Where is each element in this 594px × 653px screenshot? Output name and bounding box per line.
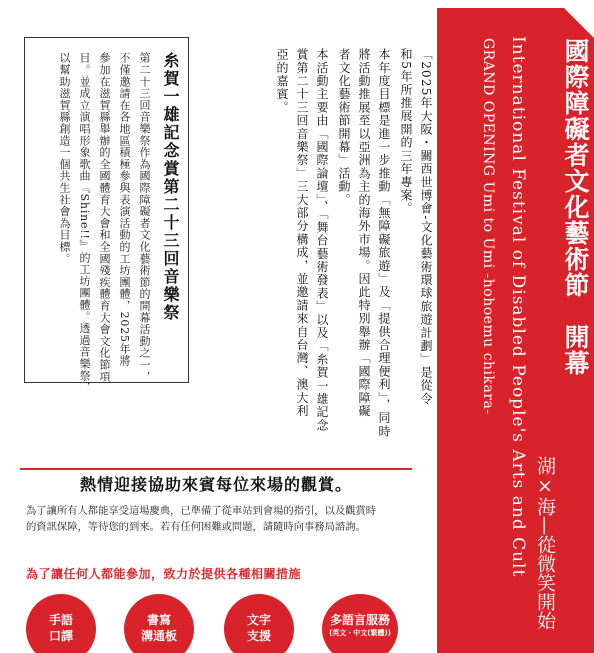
paragraph-line: 和5年所推展開的三年專案。	[399, 48, 413, 216]
badge-line: 多語言服務	[329, 613, 390, 627]
badge-line: 口譯	[48, 629, 73, 643]
badge-line: 手語	[48, 613, 73, 627]
captioning-badge	[224, 594, 294, 653]
welcome-intro-line: 的資訊保障，等待您的到來。若有任何困難或問題，請隨時向事務局諮詢。	[26, 521, 366, 533]
writing-board-badge	[124, 594, 194, 653]
festival-english-subtitle: GRAND OPENING Umi to Umi -hohoemu chikara-	[480, 38, 496, 415]
section-divider	[20, 468, 412, 470]
box-line: 第二十三回音樂祭作為國際障礙者文化藝術節的開幕活動之一，	[138, 52, 151, 383]
welcome-heading: 熱情迎接協助來賓每位來場的觀賞。	[79, 475, 352, 494]
box-title: 糸賀一雄記念賞第二十三回音樂祭	[161, 52, 180, 322]
box-line: 參加在滋賀縣舉辦的全國體育大會和全國殘疾體育大會文化節項	[98, 52, 111, 383]
box-line: 不僅邀請在各地區積極參與表演活動的工坊團體，2025年將	[118, 52, 131, 367]
festival-english-title: International Festival of Disabled People's Arts and Cult	[508, 36, 528, 578]
festival-subtitle: 湖×海—從微笑開始	[534, 456, 556, 630]
multilingual-badge	[322, 594, 398, 653]
accessibility-subhead: 為了讓任何人都能參加，致力於提供各種相關措施	[26, 567, 302, 581]
paragraph-line: 將活動推展至以亞洲為主的海外市場。因此特別舉辦「國際障礙	[357, 48, 371, 418]
badge-line: 書寫	[146, 613, 171, 627]
corner-fold	[564, 8, 594, 38]
paragraph-line: 「2025年大阪・關西世博會-文化藝術環球旅遊計劃」是從令	[419, 48, 433, 406]
paragraph-line: 者文化藝術節開幕」活動。	[337, 48, 351, 207]
welcome-intro	[26, 503, 421, 535]
welcome-intro-line: 為了讓所有人都能享受這場慶典，已準備了從車站到會場的指引，以及觀賞時	[26, 505, 377, 517]
paragraph-line: 本活動主要由「國際論壇」、「舞台藝術發表」以及「糸賀一雄記念	[315, 48, 329, 432]
sign-language-badge	[26, 594, 96, 653]
badge-line: 文字	[246, 613, 271, 627]
paragraph-line: 亞的嘉賓。	[275, 48, 289, 114]
box-line: 目。並成立演唱形象歌曲『Shine!!』的工坊團體。透過音樂祭，	[78, 52, 91, 394]
paragraph-line: 本年度目標是進一步推動「無障礙旅遊」及「提供合理便利」，同時	[377, 48, 391, 438]
festival-title: 國際障礙者文化藝術節 開幕	[561, 38, 590, 376]
badge-line: 溝通板	[140, 629, 177, 643]
paragraph-line: 賞第二十三回音樂祭」三大部分構成，並邀請來自台灣、澳大利	[295, 48, 309, 418]
music-festival-box	[24, 37, 189, 394]
badge-line: 支援	[246, 629, 271, 643]
title-banner	[437, 8, 594, 653]
badge-line: (英文・中文(繁體))	[329, 629, 391, 637]
box-line: 以幫助滋賀縣創造一個共生社會為目標。	[58, 52, 71, 265]
